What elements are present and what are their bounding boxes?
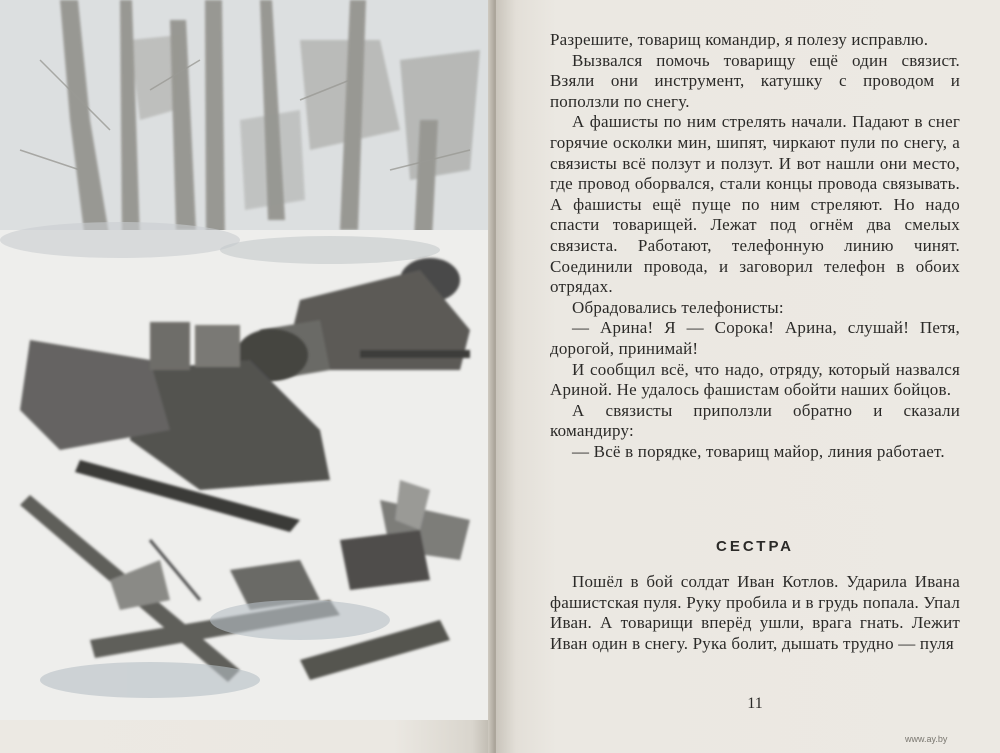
paragraph: — Арина! Я — Сорока! Арина, слушай! Петя, дорогой, принимай! xyxy=(550,318,960,358)
story-text-bottom xyxy=(550,572,960,654)
paragraph: — Всё в порядке, товарищ майор, линия работает. xyxy=(572,441,945,461)
paragraph: Обрадовались телефонисты: xyxy=(572,297,784,317)
paragraph: Вызвался помочь товарищу ещё один связист. Взяли они инструмент, катушку с проводом и поползли по снегу. xyxy=(550,50,960,111)
story-text-top xyxy=(550,30,960,462)
illustration-soldiers-in-snow xyxy=(0,0,492,720)
watermark: www.ay.by xyxy=(905,734,948,744)
section-heading: СЕСТРА xyxy=(716,538,794,555)
paragraph: И сообщил всё, что надо, отряду, который назвался Ариной. Не удалось фашистам обойти наших бойцов. xyxy=(550,359,960,400)
left-page xyxy=(0,0,492,753)
paragraph: Пошёл в бой солдат Иван Котлов. Ударила Ивана фашистская пуля. Руку пробила и в грудь попала. Упал Иван. А товарищи вперёд ушли, врага гнать. Лежит Иван один в снегу. Рука болит, дышать трудно — пуля xyxy=(550,572,960,653)
paragraph: Разрешите, товарищ командир, я полезу исправлю. xyxy=(550,30,929,49)
paragraph: А фашисты по ним стрелять начали. Падают в снег горячие осколки мин, шипят, чиркают пули по снегу, а связисты всё ползут и ползут. И вот нашли они место, где провод оборвался, стали концы провода связывать. А фашисты ещё пуще по ним стреляют. Но надо спасти товарищей. Лежат под огнём два смелых связиста. Работают, телефонную линию чинят. Соединили провода, и заговорил телефон в обоих отрядах. xyxy=(550,112,960,297)
paragraph: А связисты приползли обратно и сказали командиру: xyxy=(550,400,960,441)
page-number: 11 xyxy=(747,695,763,712)
